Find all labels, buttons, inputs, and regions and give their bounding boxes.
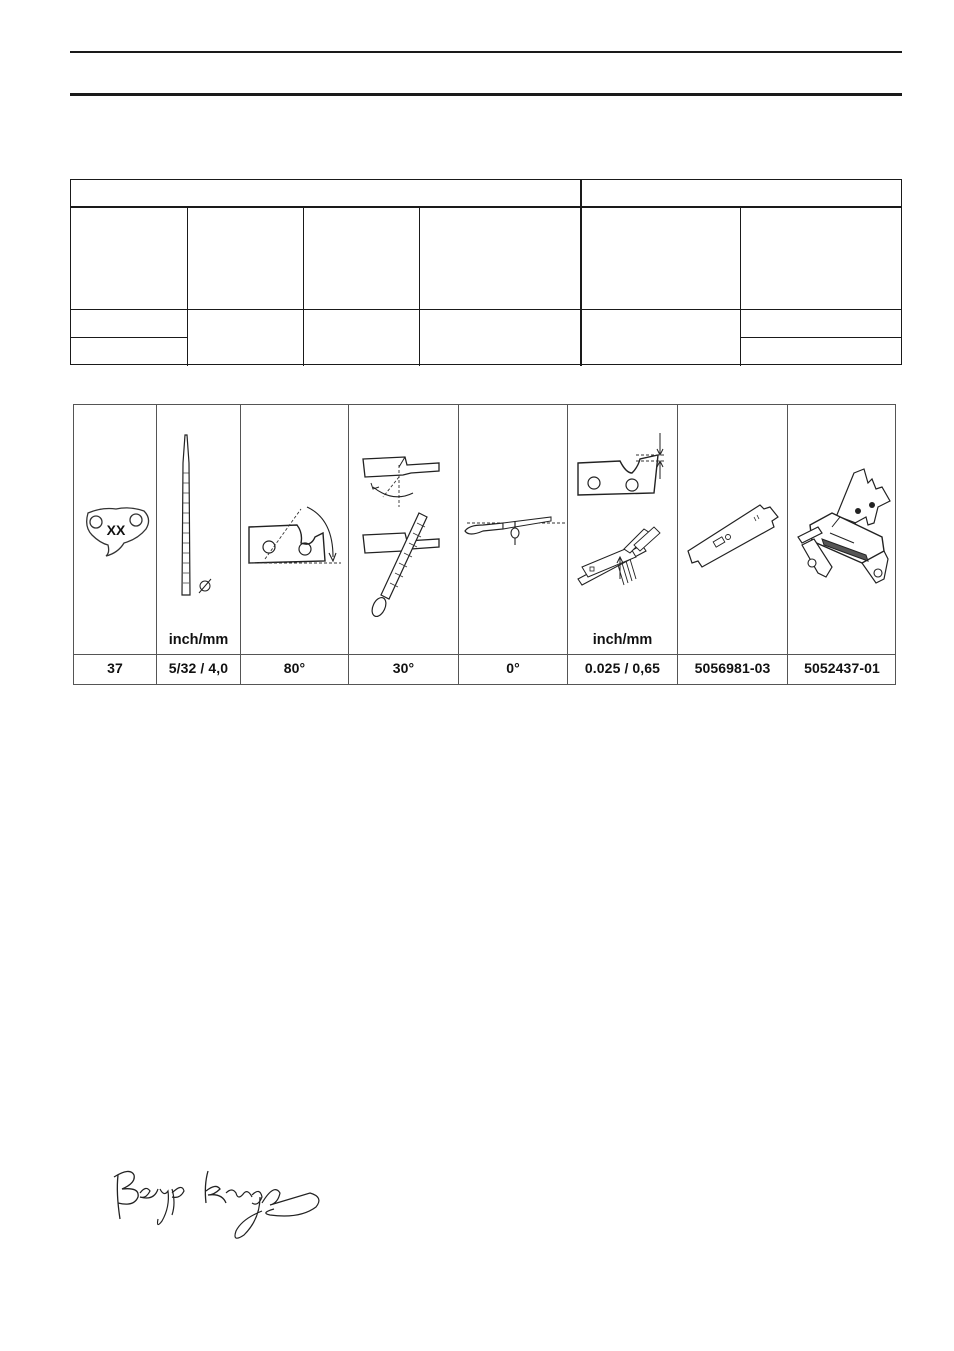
tool-col-drive-link [74,405,157,684]
depth-gauge-unit: inch/mm [592,632,653,648]
drive-link-marking-label: XX [106,522,126,538]
file-holder-angle-value: 0° [506,660,520,676]
drive-link-marking-icon [80,505,152,557]
tool-col-file-diameter [157,405,241,684]
file-gauge-value: 5052437-01 [804,660,880,676]
file-diameter-value: 5/32 / 4,0 [168,660,229,676]
file-angle-icon [245,501,345,573]
file-holder-tilt-icon [463,509,567,549]
top-plate-angle-value: 80° [283,660,306,676]
spec-table-col-divider-4 [740,206,741,366]
header-rule-bottom [70,93,902,96]
tool-col-depth-gauge-tool [678,405,788,684]
depth-gauge-tool-value: 5056981-03 [694,660,771,676]
tool-col-depth-gauge [568,405,678,684]
spec-table-row-line-right [740,337,901,338]
tool-col-file-holder-angle [459,405,568,684]
tool-col-file-gauge [788,405,896,684]
round-file-icon [175,433,225,599]
tool-col-sharpening-angle [349,405,459,684]
tool-col-top-plate-angle [241,405,349,684]
depth-gauge-value: 0.025 / 0,65 [584,660,661,676]
file-diameter-unit: inch/mm [168,632,229,648]
depth-gauge-setting-icon [574,429,674,595]
spec-table-group-divider [580,180,582,366]
depth-gauge-tool-icon [684,497,782,569]
drive-link-value: 37 [107,660,123,676]
sharpening-equipment-table [73,404,896,685]
signature-image [110,1163,324,1243]
header-rule-top [70,51,902,53]
spec-table-col-divider-3 [419,206,420,366]
sharpening-angle-icon [359,449,451,619]
spec-table-col-divider-1 [187,206,188,366]
sharpening-angle-value: 30° [392,660,415,676]
bar-chain-spec-table [70,179,902,365]
file-gauge-icon [792,467,894,591]
spec-table-row-line-1 [71,309,901,310]
spec-table-row-line-left [71,337,187,338]
spec-table-header-line [71,206,901,208]
spec-table-col-divider-2 [303,206,304,366]
